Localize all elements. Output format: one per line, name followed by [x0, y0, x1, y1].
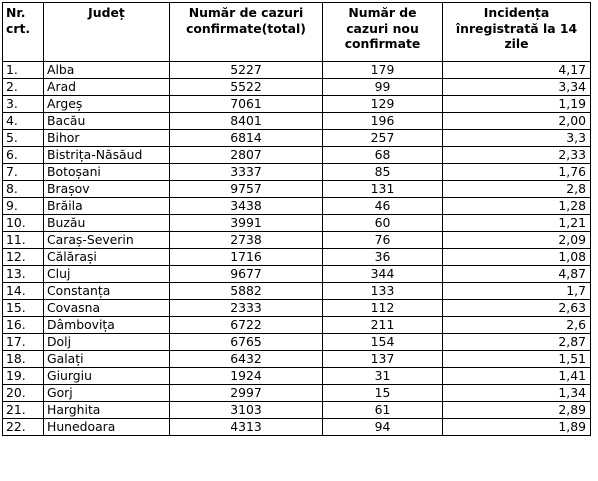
incidence-14d-cell: 2,63: [443, 300, 591, 317]
county-name-cell: Brașov: [44, 181, 170, 198]
new-confirmed-cell: 94: [323, 419, 443, 436]
total-confirmed-cell: 2333: [170, 300, 323, 317]
total-confirmed-cell: 3438: [170, 198, 323, 215]
incidence-14d-cell: 1,89: [443, 419, 591, 436]
row-number-cell: 18.: [3, 351, 44, 368]
incidence-14d-cell: 1,7: [443, 283, 591, 300]
header-incidence-14d: Incidența înregistrată la 14 zile: [443, 3, 591, 62]
county-name-cell: Constanța: [44, 283, 170, 300]
table-row: [3, 181, 591, 198]
total-confirmed-cell: 5227: [170, 62, 323, 79]
total-confirmed-cell: 2738: [170, 232, 323, 249]
county-name-cell: Buzău: [44, 215, 170, 232]
table-row: [3, 96, 591, 113]
total-confirmed-cell: 9677: [170, 266, 323, 283]
table-row: [3, 130, 591, 147]
header-total-confirmed: Număr de cazuri confirmate(total): [170, 3, 323, 62]
row-number-cell: 21.: [3, 402, 44, 419]
total-confirmed-cell: 6814: [170, 130, 323, 147]
county-name-cell: Brăila: [44, 198, 170, 215]
new-confirmed-cell: 99: [323, 79, 443, 96]
county-name-cell: Caraș-Severin: [44, 232, 170, 249]
row-number-cell: 13.: [3, 266, 44, 283]
new-confirmed-cell: 179: [323, 62, 443, 79]
incidence-14d-cell: 2,6: [443, 317, 591, 334]
table-header-row: [3, 3, 591, 62]
county-name-cell: Gorj: [44, 385, 170, 402]
county-name-cell: Călărași: [44, 249, 170, 266]
new-confirmed-cell: 154: [323, 334, 443, 351]
table-row: [3, 402, 591, 419]
new-confirmed-cell: 68: [323, 147, 443, 164]
row-number-cell: 16.: [3, 317, 44, 334]
incidence-14d-cell: 2,87: [443, 334, 591, 351]
total-confirmed-cell: 8401: [170, 113, 323, 130]
row-number-cell: 20.: [3, 385, 44, 402]
total-confirmed-cell: 3337: [170, 164, 323, 181]
covid-cases-table: [2, 2, 591, 436]
total-confirmed-cell: 6722: [170, 317, 323, 334]
county-name-cell: Hunedoara: [44, 419, 170, 436]
total-confirmed-cell: 7061: [170, 96, 323, 113]
row-number-cell: 1.: [3, 62, 44, 79]
incidence-14d-cell: 1,51: [443, 351, 591, 368]
new-confirmed-cell: 129: [323, 96, 443, 113]
county-name-cell: Harghita: [44, 402, 170, 419]
table-row: [3, 62, 591, 79]
total-confirmed-cell: 9757: [170, 181, 323, 198]
table-row: [3, 419, 591, 436]
row-number-cell: 7.: [3, 164, 44, 181]
row-number-cell: 8.: [3, 181, 44, 198]
incidence-14d-cell: 3,3: [443, 130, 591, 147]
new-confirmed-cell: 344: [323, 266, 443, 283]
incidence-14d-cell: 1,76: [443, 164, 591, 181]
row-number-cell: 19.: [3, 368, 44, 385]
row-number-cell: 6.: [3, 147, 44, 164]
total-confirmed-cell: 5882: [170, 283, 323, 300]
row-number-cell: 3.: [3, 96, 44, 113]
table-row: [3, 300, 591, 317]
county-name-cell: Botoșani: [44, 164, 170, 181]
incidence-14d-cell: 1,34: [443, 385, 591, 402]
table-row: [3, 215, 591, 232]
new-confirmed-cell: 257: [323, 130, 443, 147]
row-number-cell: 14.: [3, 283, 44, 300]
total-confirmed-cell: 2997: [170, 385, 323, 402]
county-name-cell: Galați: [44, 351, 170, 368]
county-name-cell: Alba: [44, 62, 170, 79]
new-confirmed-cell: 46: [323, 198, 443, 215]
county-name-cell: Argeș: [44, 96, 170, 113]
county-name-cell: Giurgiu: [44, 368, 170, 385]
table-row: [3, 249, 591, 266]
incidence-14d-cell: 1,08: [443, 249, 591, 266]
table-row: [3, 368, 591, 385]
incidence-14d-cell: 2,09: [443, 232, 591, 249]
total-confirmed-cell: 3103: [170, 402, 323, 419]
new-confirmed-cell: 211: [323, 317, 443, 334]
table-row: [3, 334, 591, 351]
table-row: [3, 317, 591, 334]
county-name-cell: Dolj: [44, 334, 170, 351]
table-row: [3, 198, 591, 215]
row-number-cell: 2.: [3, 79, 44, 96]
total-confirmed-cell: 2807: [170, 147, 323, 164]
row-number-cell: 17.: [3, 334, 44, 351]
row-number-cell: 9.: [3, 198, 44, 215]
header-new-confirmed: Număr de cazuri nou confirmate: [323, 3, 443, 62]
incidence-14d-cell: 1,19: [443, 96, 591, 113]
row-number-cell: 11.: [3, 232, 44, 249]
county-name-cell: Dâmbovița: [44, 317, 170, 334]
table-row: [3, 164, 591, 181]
row-number-cell: 5.: [3, 130, 44, 147]
table-row: [3, 79, 591, 96]
county-name-cell: Arad: [44, 79, 170, 96]
total-confirmed-cell: 6432: [170, 351, 323, 368]
table-row: [3, 232, 591, 249]
row-number-cell: 10.: [3, 215, 44, 232]
document-page: [2, 2, 591, 436]
total-confirmed-cell: 3991: [170, 215, 323, 232]
total-confirmed-cell: 4313: [170, 419, 323, 436]
new-confirmed-cell: 31: [323, 368, 443, 385]
new-confirmed-cell: 36: [323, 249, 443, 266]
row-number-cell: 22.: [3, 419, 44, 436]
header-judet: Județ: [44, 3, 170, 62]
new-confirmed-cell: 85: [323, 164, 443, 181]
incidence-14d-cell: 2,00: [443, 113, 591, 130]
new-confirmed-cell: 137: [323, 351, 443, 368]
incidence-14d-cell: 4,17: [443, 62, 591, 79]
new-confirmed-cell: 61: [323, 402, 443, 419]
county-name-cell: Bihor: [44, 130, 170, 147]
table-row: [3, 351, 591, 368]
new-confirmed-cell: 76: [323, 232, 443, 249]
county-name-cell: Covasna: [44, 300, 170, 317]
incidence-14d-cell: 4,87: [443, 266, 591, 283]
total-confirmed-cell: 1716: [170, 249, 323, 266]
row-number-cell: 12.: [3, 249, 44, 266]
incidence-14d-cell: 1,21: [443, 215, 591, 232]
row-number-cell: 4.: [3, 113, 44, 130]
header-nr-crt: Nr. crt.: [3, 3, 44, 62]
total-confirmed-cell: 6765: [170, 334, 323, 351]
county-name-cell: Cluj: [44, 266, 170, 283]
table-row: [3, 385, 591, 402]
table-row: [3, 266, 591, 283]
table-body: [3, 62, 591, 436]
county-name-cell: Bacău: [44, 113, 170, 130]
table-row: [3, 113, 591, 130]
new-confirmed-cell: 133: [323, 283, 443, 300]
incidence-14d-cell: 2,89: [443, 402, 591, 419]
incidence-14d-cell: 2,33: [443, 147, 591, 164]
table-row: [3, 283, 591, 300]
incidence-14d-cell: 1,41: [443, 368, 591, 385]
total-confirmed-cell: 1924: [170, 368, 323, 385]
table-row: [3, 147, 591, 164]
new-confirmed-cell: 112: [323, 300, 443, 317]
incidence-14d-cell: 1,28: [443, 198, 591, 215]
new-confirmed-cell: 131: [323, 181, 443, 198]
incidence-14d-cell: 3,34: [443, 79, 591, 96]
incidence-14d-cell: 2,8: [443, 181, 591, 198]
county-name-cell: Bistrița-Năsăud: [44, 147, 170, 164]
new-confirmed-cell: 15: [323, 385, 443, 402]
row-number-cell: 15.: [3, 300, 44, 317]
total-confirmed-cell: 5522: [170, 79, 323, 96]
new-confirmed-cell: 196: [323, 113, 443, 130]
new-confirmed-cell: 60: [323, 215, 443, 232]
